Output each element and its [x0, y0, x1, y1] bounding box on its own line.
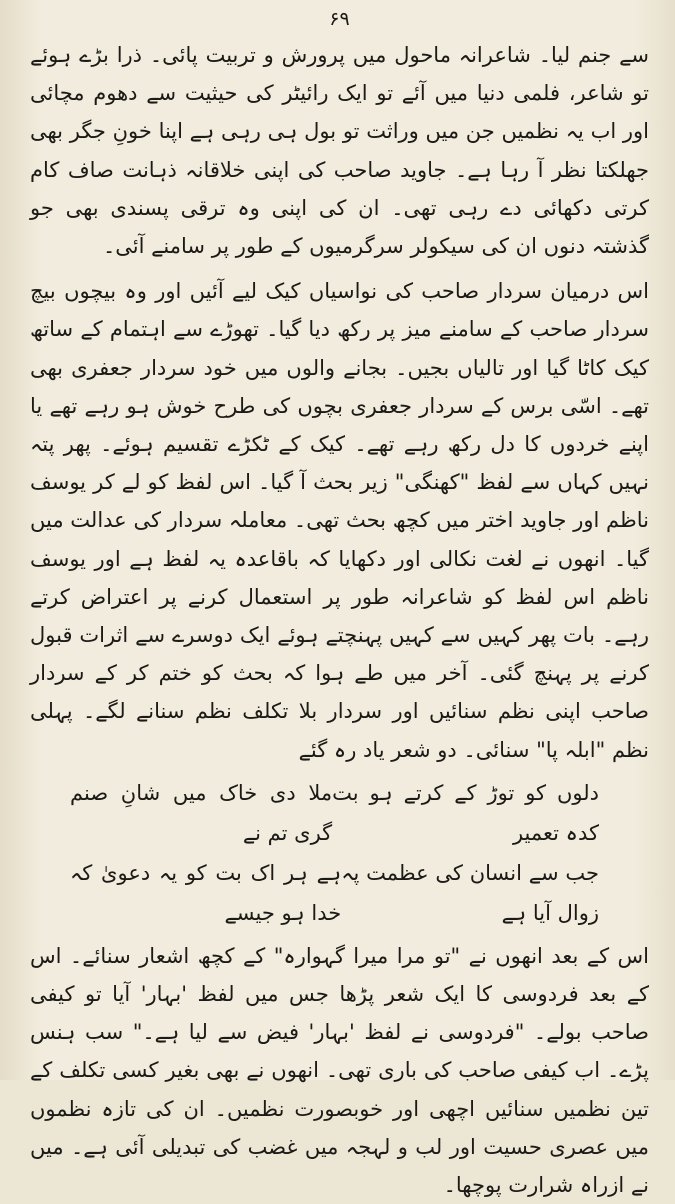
couplet-2-second-line: ہے ہر اک بت کو یہ دعویٰ کہ خدا ہو جیسے	[70, 860, 342, 925]
paragraph-1: سے جنم لیا۔ شاعرانہ ماحول میں پرورش و تربیت پائی۔ ذرا بڑے ہوئے تو شاعر، فلمی دنیا میں آئے تو ایک رائیٹر کی حیثیت سے دھوم مچائی اور اب یہ نظمیں جن میں وراثت تو بول ہی رہی ہے اپنا خونِ جگر بھی جھلکتا نظر آ رہا ہے۔ جاوید صاحب کی اپنی خلاقانہ ذہانت صاف کام کرتی دکھائی دے رہی تھی۔ ان کی اپنی وہ ترقی پسندی بھی جو گذشتہ دنوں ان کی سیکولر سرگرمیوں کے طور پر سامنے آئی۔	[30, 43, 649, 259]
couplet-1-first-line: دلوں کو توڑ کے کرتے ہو بت کدہ تعمیر	[332, 780, 599, 845]
paragraph-3: اس کے بعد انھوں نے "تو مرا میرا گہوارہ" کے کچھ اشعار سنائے۔ اس کے بعد فردوسی کا ایک شعر پڑھا جس میں لفظ 'بہار' آیا تو کیفی صاحب بولے۔ "فردوسی نے لفظ 'بہار' فیض سے لیا ہے۔" سب ہنس پڑے۔ اب کیفی صاحب کی باری تھی۔ انھوں نے بھی بغیر کسی تکلف کے تین نظمیں سنائیں اچھی اور خوبصورت نظمیں۔ ان کی تازہ نظموں میں عصری حسیت اور لب و لہجہ میں غضب کی تبدیلی آئی ہے۔ میں نے ازراہ شرارت پوچھا۔	[30, 943, 649, 1198]
couplet-2-first-line: جب سے انسان کی عظمت پہ زوال آیا ہے	[341, 860, 599, 925]
paragraph-2: اس درمیان سردار صاحب کی نواسیاں کیک لیے آئیں اور وہ بیچوں بیچ سردار صاحب کے سامنے میز پر رکھ دیا گیا۔ تھوڑے سے اہتمام کے ساتھ کیک کاٹا گیا اور تالیاں بجیں۔ بجانے والوں میں خود سردار جعفری بھی تھے۔ اسّی برس کے سردار جعفری بچوں کی طرح خوش ہو رہے تھے یا اپنے خردوں کا دل رکھ رہے تھے۔ کیک کے ٹکڑے تقسیم ہوئے۔ پھر پتہ نہیں کہاں سے لفظ "کھنگی" زیر بحث آ گیا۔ اس لفظ کو لے کر یوسف ناظم اور جاوید اختر میں کچھ بحث تھی۔ معاملہ سردار کی عدالت میں گیا۔ انھوں نے لغت نکالی اور دکھایا کہ باقاعدہ یہ لفظ ہے اور یوسف ناظم اس لفظ کو شاعرانہ طور پر استعمال کرنے پر اعتراض کرتے رہے۔ بات پھر کہیں سے کہیں پہنچتے ہوئے ایک دوسرے سے اثرات قبول کرنے پر پہنچ گئی۔ آخر میں طے ہوا کہ بحث کو ختم کر کے سردار صاحب اپنی نظم سنائیں اور سردار بلا تکلف نظم سنانے لگے۔ پہلی نظم "ابلہ پا" سنائی۔ دو شعر یاد رہ گئے	[30, 279, 649, 762]
couplet-2	[30, 853, 649, 933]
couplet-1	[30, 773, 649, 853]
body-text	[30, 36, 649, 1204]
page-number: ۶۹	[329, 8, 350, 30]
poem-couplets	[30, 773, 649, 933]
couplet-1-second-line: ملا دی خاک میں شانِ صنم گری تم نے	[70, 780, 333, 845]
